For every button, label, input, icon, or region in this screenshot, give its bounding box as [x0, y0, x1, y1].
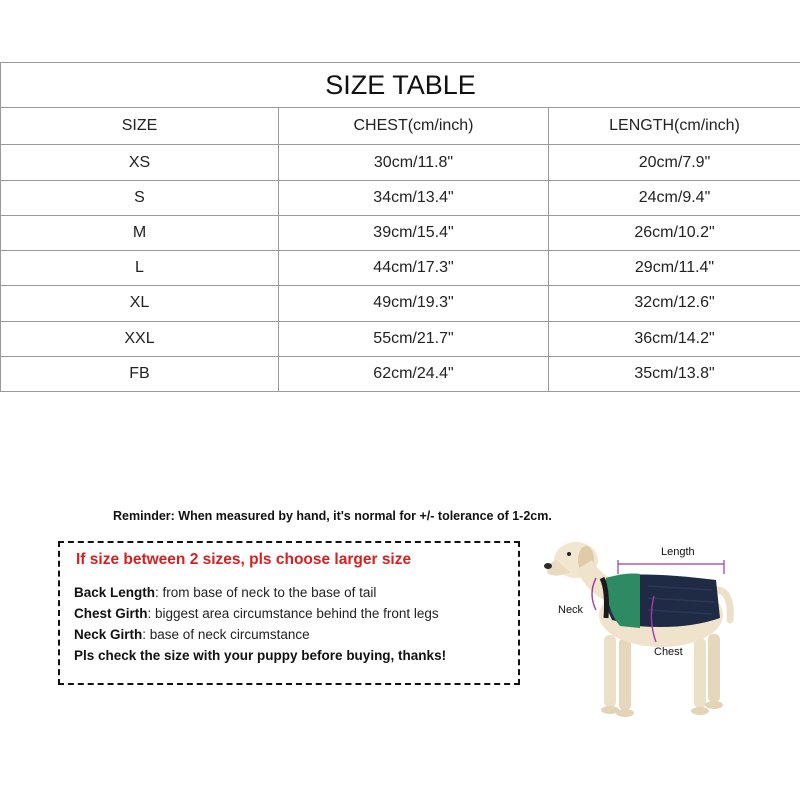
- chest-cell: 44cm/17.3": [279, 251, 549, 286]
- column-header-chest: CHEST(cm/inch): [279, 108, 549, 145]
- table-row: [1, 180, 800, 215]
- check-size-note: Pls check the size with your puppy before buying, thanks!: [74, 648, 447, 663]
- size-cell: S: [1, 180, 279, 215]
- chest-girth-label: Chest Girth: [74, 606, 148, 621]
- dog-in-jacket-image: [536, 530, 736, 730]
- size-cell: XL: [1, 286, 279, 321]
- table-row: [1, 356, 800, 391]
- chest-cell: 39cm/15.4": [279, 215, 549, 250]
- chest-label: Chest: [654, 646, 683, 658]
- table-row: [1, 286, 800, 321]
- chest-cell: 34cm/13.4": [279, 180, 549, 215]
- size-cell: L: [1, 251, 279, 286]
- table-row: [1, 215, 800, 250]
- chest-cell: 30cm/11.8": [279, 145, 549, 180]
- column-header-size: SIZE: [1, 108, 279, 145]
- length-cell: 36cm/14.2": [549, 321, 800, 356]
- chest-girth-note: [74, 606, 439, 621]
- length-cell: 32cm/12.6": [549, 286, 800, 321]
- neck-girth-label: Neck Girth: [74, 627, 143, 642]
- neck-girth-text: : base of neck circumstance: [142, 627, 310, 642]
- chest-cell: 49cm/19.3": [279, 286, 549, 321]
- measurement-reminder: Reminder: When measured by hand, it's normal for +/- tolerance of 1-2cm.: [113, 509, 552, 523]
- length-label: Length: [661, 546, 695, 558]
- back-length-text: : from base of neck to the base of tail: [155, 585, 377, 600]
- size-cell: XS: [1, 145, 279, 180]
- length-cell: 29cm/11.4": [549, 251, 800, 286]
- length-cell: 26cm/10.2": [549, 215, 800, 250]
- length-cell: 35cm/13.8": [549, 356, 800, 391]
- sizing-advice-title: If size between 2 sizes, pls choose larger size: [76, 551, 412, 568]
- chest-cell: 55cm/21.7": [279, 321, 549, 356]
- table-title-row: [1, 63, 800, 108]
- table-title: SIZE TABLE: [1, 63, 800, 108]
- size-cell: FB: [1, 356, 279, 391]
- chest-cell: 62cm/24.4": [279, 356, 549, 391]
- table-row: [1, 145, 800, 180]
- table-row: [1, 251, 800, 286]
- back-length-label: Back Length: [74, 585, 156, 600]
- dog-measurement-diagram: [536, 530, 736, 730]
- size-cell: XXL: [1, 321, 279, 356]
- size-cell: M: [1, 215, 279, 250]
- neck-girth-note: [74, 627, 310, 642]
- table-header-row: [1, 108, 800, 145]
- neck-label: Neck: [558, 604, 584, 616]
- chest-girth-text: : biggest area circumstance behind the front legs: [147, 606, 439, 621]
- sizing-notes-box: [58, 541, 520, 685]
- length-cell: 24cm/9.4": [549, 180, 800, 215]
- length-cell: 20cm/7.9": [549, 145, 800, 180]
- table-row: [1, 321, 800, 356]
- back-length-note: [74, 585, 376, 600]
- size-table: [0, 62, 800, 392]
- column-header-length: LENGTH(cm/inch): [549, 108, 800, 145]
